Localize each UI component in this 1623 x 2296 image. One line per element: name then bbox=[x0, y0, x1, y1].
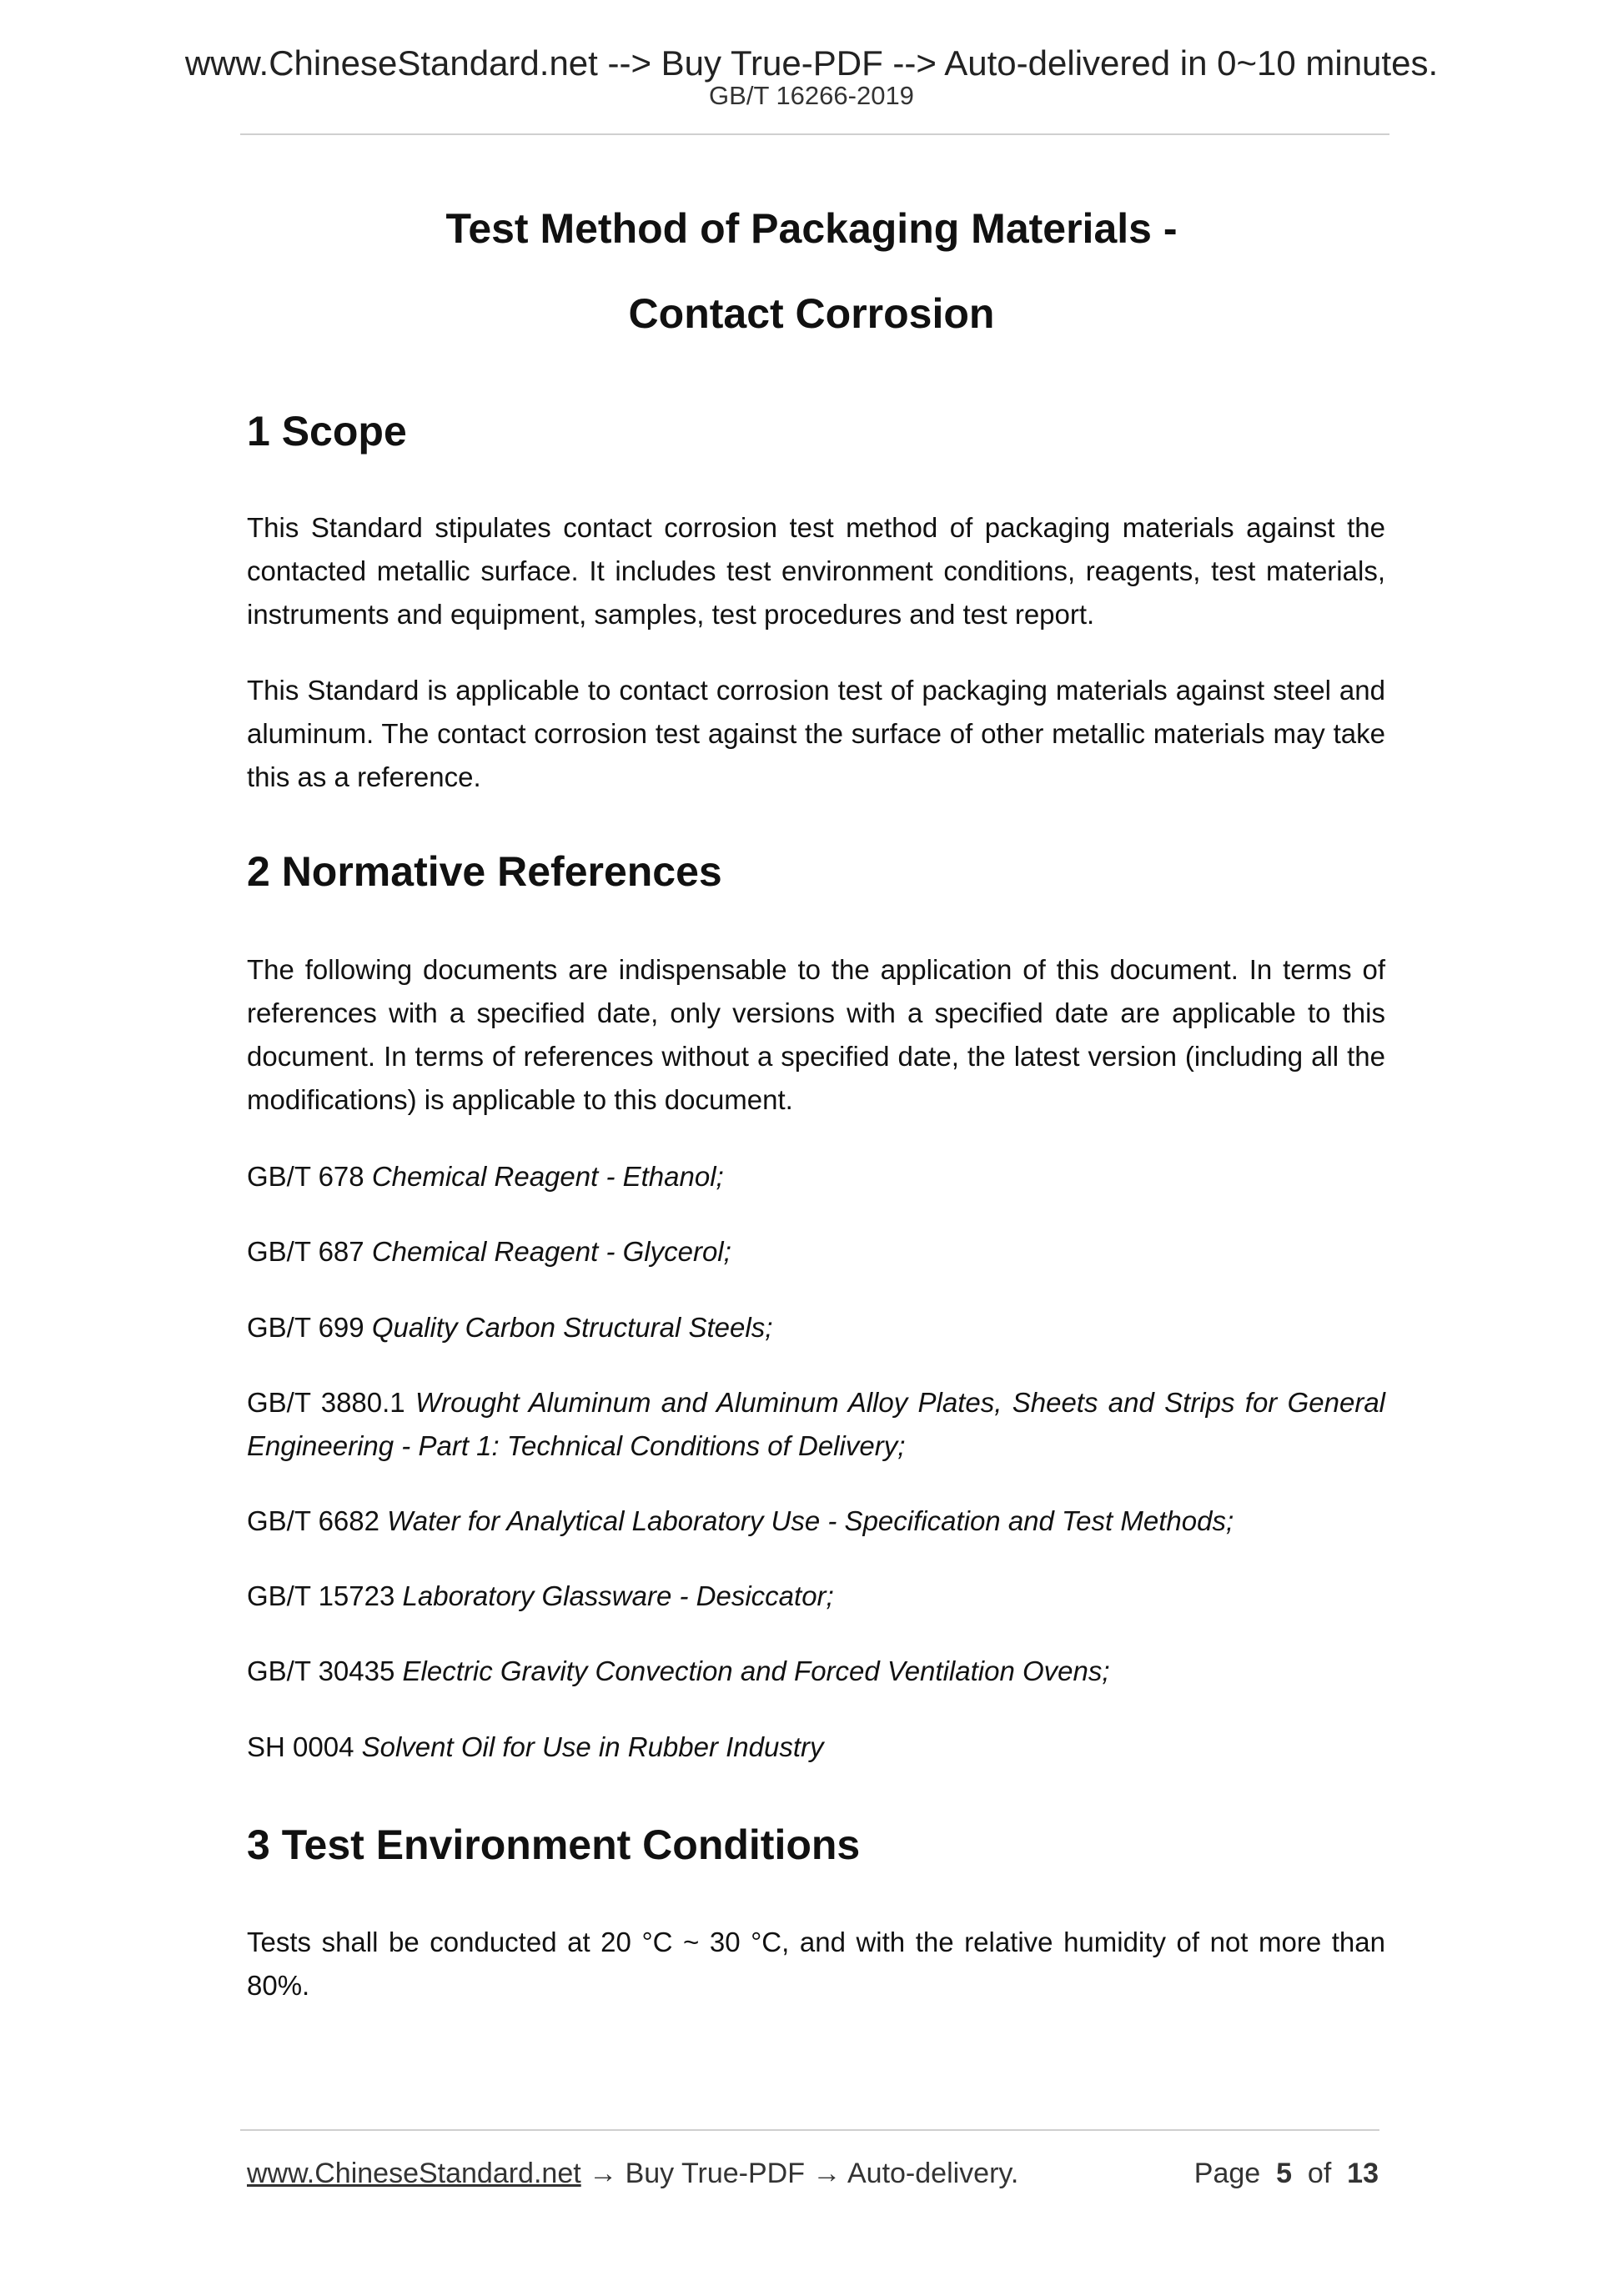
reference-item bbox=[247, 1381, 1385, 1468]
reference-title: Chemical Reagent - Glycerol; bbox=[371, 1236, 731, 1267]
page-number: 5 bbox=[1276, 2158, 1292, 2189]
reference-code: GB/T 6682 bbox=[247, 1505, 379, 1536]
reference-code: GB/T 30435 bbox=[247, 1655, 395, 1686]
reference-item bbox=[247, 1650, 1385, 1693]
page-indicator bbox=[1194, 2154, 1379, 2193]
site-banner: www.ChineseStandard.net --> Buy True-PDF --> Auto-delivered in 0~10 minutes. bbox=[184, 43, 1439, 83]
reference-code: SH 0004 bbox=[247, 1731, 354, 1762]
environment-paragraph: Tests shall be conducted at 20 °C ~ 30 °C, and with the relative humidity of not more than 80%. bbox=[247, 1927, 1385, 2001]
document-title-line-1: Test Method of Packaging Materials - bbox=[445, 205, 1178, 252]
footer-promo bbox=[247, 2154, 1018, 2193]
page-total: 13 bbox=[1347, 2158, 1379, 2189]
reference-title: Quality Carbon Structural Steels; bbox=[371, 1312, 773, 1343]
reference-code: GB/T 687 bbox=[247, 1236, 364, 1267]
scope-paragraph-1: This Standard stipulates contact corrosion test method of packaging materials against the contacted metallic surface. It includes test environment conditions, reagents, test materials, instruments and equipment, samples, test procedures and test report. bbox=[247, 512, 1385, 630]
section-heading-normative-references: 2 Normative References bbox=[247, 848, 722, 895]
reference-item bbox=[247, 1230, 1385, 1274]
reference-item bbox=[247, 1306, 1385, 1349]
reference-item bbox=[247, 1726, 1385, 1769]
reference-title: Chemical Reagent - Ethanol; bbox=[371, 1161, 724, 1192]
of-word: of bbox=[1307, 2158, 1332, 2189]
reference-item bbox=[247, 1155, 1385, 1198]
reference-code: GB/T 678 bbox=[247, 1161, 364, 1192]
footer-divider bbox=[240, 2129, 1379, 2131]
reference-title: Wrought Aluminum and Aluminum Alloy Plates, Sheets and Strips for General Engineering - Part 1: Technical Conditions of Delivery; bbox=[247, 1387, 1386, 1461]
page-word: Page bbox=[1193, 2158, 1261, 2189]
header-divider bbox=[240, 133, 1389, 135]
reference-code: GB/T 699 bbox=[247, 1312, 364, 1343]
document-title-line-2: Contact Corrosion bbox=[628, 290, 995, 337]
reference-code: GB/T 3880.1 bbox=[247, 1387, 405, 1418]
footer-site-link[interactable]: www.ChineseStandard.net bbox=[247, 2158, 581, 2189]
reference-title: Electric Gravity Convection and Forced Ventilation Ovens; bbox=[402, 1655, 1110, 1686]
page-footer bbox=[247, 2154, 1379, 2193]
scope-paragraph-2: This Standard is applicable to contact corrosion test of packaging materials against steel and aluminum. The contact corrosion test against the surface of other metallic materials may take this as a reference. bbox=[247, 675, 1385, 792]
standard-code-header: GB/T 16266-2019 bbox=[709, 81, 914, 110]
section-heading-test-environment: 3 Test Environment Conditions bbox=[247, 1821, 861, 1868]
reference-item bbox=[247, 1575, 1385, 1618]
footer-promo-text: → Buy True-PDF → Auto-delivery. bbox=[580, 2158, 1019, 2189]
reference-title: Water for Analytical Laboratory Use - Specification and Test Methods; bbox=[387, 1505, 1234, 1536]
reference-code: GB/T 15723 bbox=[247, 1580, 395, 1611]
reference-title: Solvent Oil for Use in Rubber Industry bbox=[361, 1731, 824, 1762]
reference-title: Laboratory Glassware - Desiccator; bbox=[402, 1580, 834, 1611]
normative-intro-paragraph: The following documents are indispensable to the application of this document. In terms of references with a specified date, only versions with a specified date are applicable to this document. In terms of references without a specified date, the latest version (including all the modifications) is applicable to this document. bbox=[247, 954, 1385, 1115]
reference-item bbox=[247, 1500, 1385, 1543]
section-heading-scope: 1 Scope bbox=[247, 408, 407, 455]
